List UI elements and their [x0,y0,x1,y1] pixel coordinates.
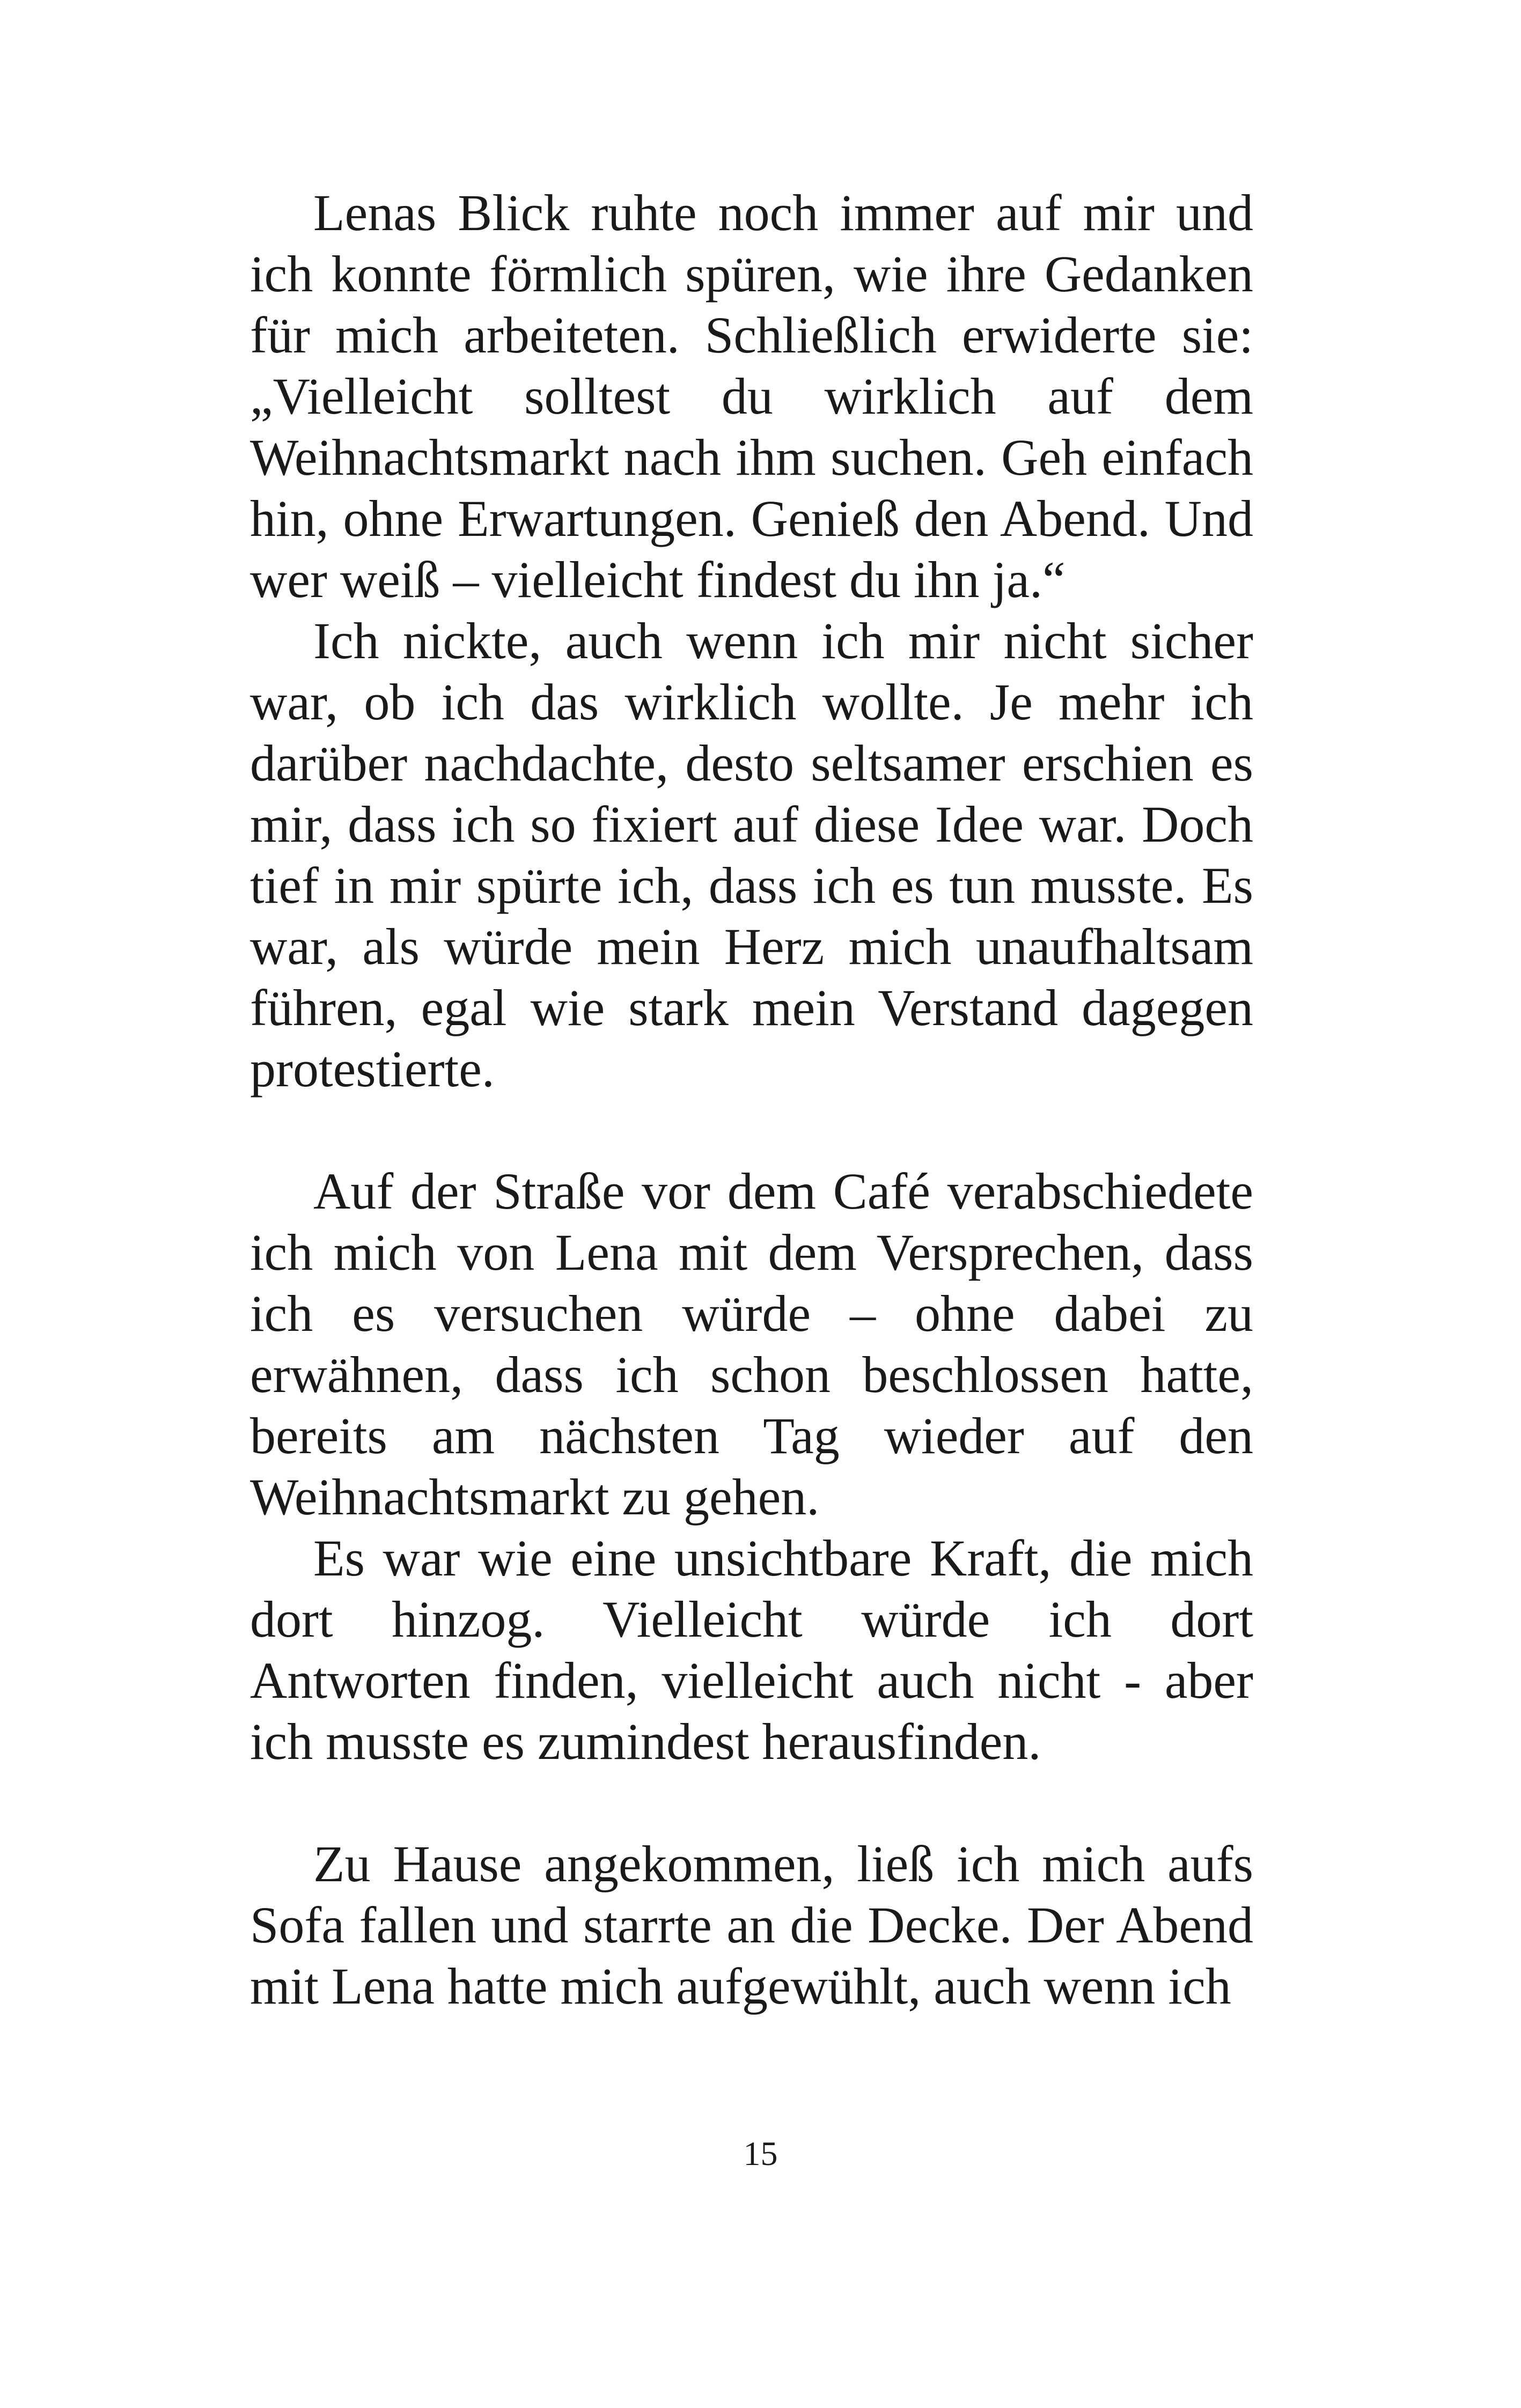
paragraph-2: Ich nickte, auch wenn ich mir nicht sicher war, ob ich das wirklich wollte. Je mehr ich darüber nachdachte, desto seltsamer erschien es mir, dass ich so fixiert auf diese Idee war. Doch tief in mir spürte ich, dass ich es tun musste. Es war, als würde mein Herz mich unaufhaltsam führen, egal wie stark mein Verstand dagegen protestierte. [250,612,1253,1098]
paragraph-5: Zu Hause angekommen, ließ ich mich aufs Sofa fallen und starrte an die Decke. Der Abend mit Lena hatte mich aufgewühlt, auch wenn ich [250,1835,1253,2015]
body-text [250,182,1253,2017]
paragraph-1: Lenas Blick ruhte noch immer auf mir und ich konnte förmlich spüren, wie ihre Gedanken für mich arbeiteten. Schließlich erwiderte sie: „Vielleicht solltest du wirklich auf dem Weihnachtsmarkt nach ihm suchen. Geh einfach hin, ohne Erwartungen. Genieß den Abend. Und wer weiß – vielleicht findest du ihn ja.“ [250,184,1253,608]
page-number: 15 [743,2134,778,2173]
scene-break [250,1100,1253,1161]
paragraph-3: Auf der Straße vor dem Café verabschiedete ich mich von Lena mit dem Versprechen, dass ich es versuchen würde – ohne dabei zu erwähnen, dass ich schon beschlossen hatte, bereits am nächsten Tag wieder auf den Weihnachtsmarkt zu gehen. [250,1162,1253,1526]
scene-break [250,1772,1253,1833]
paragraph-4: Es war wie eine unsichtbare Kraft, die mich dort hinzog. Vielleicht würde ich dort Antworten finden, vielleicht auch nicht - aber ich musste es zumindest herausfinden. [250,1529,1253,1770]
